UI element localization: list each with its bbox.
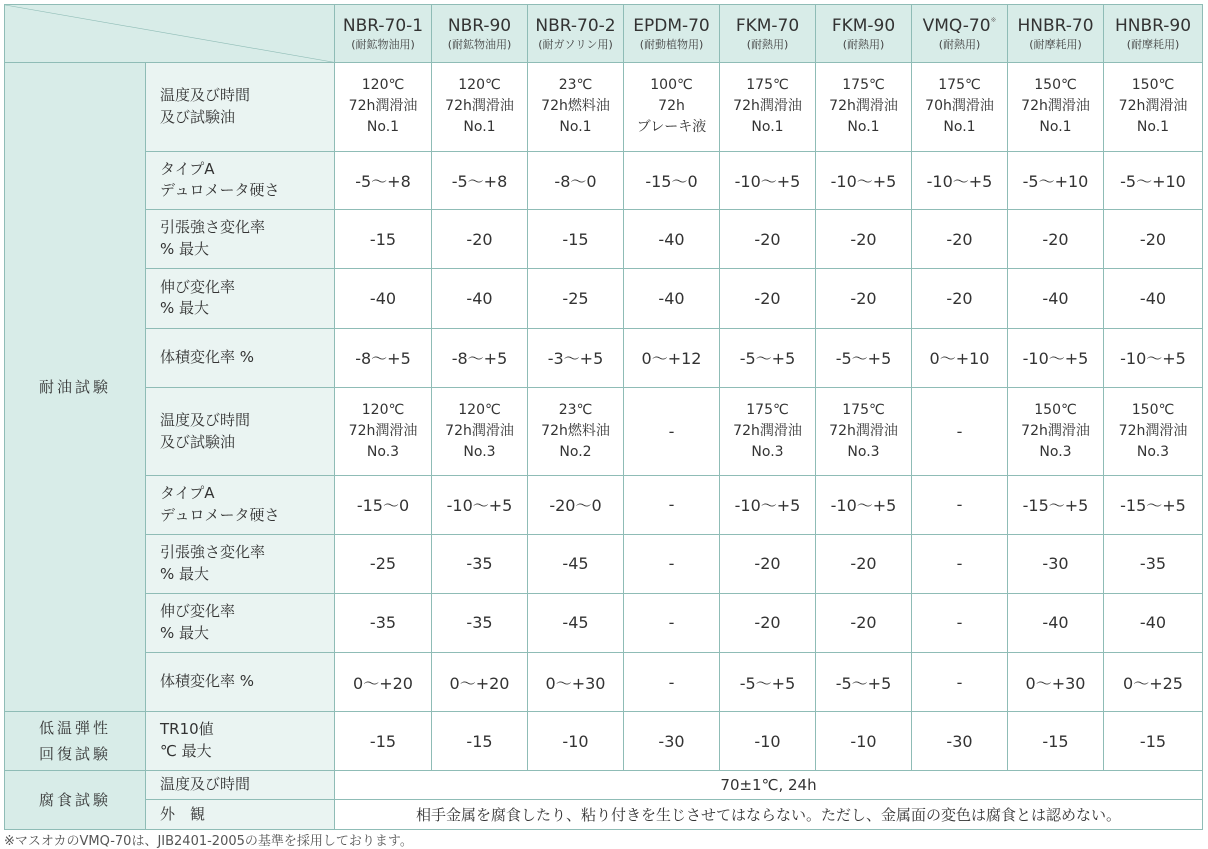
value-cell: -45 (528, 534, 624, 593)
material-header: EPDM-70 (耐動植物用) (624, 5, 720, 63)
value-cell: -5〜+10 (1104, 151, 1203, 209)
value-cell: -20 (912, 209, 1008, 268)
row-label: 引張強さ変化率 % 最大 (146, 534, 335, 593)
value-cell: 150℃ 72h潤滑油 No.1 (1104, 63, 1203, 151)
value-cell: -10〜+5 (720, 151, 816, 209)
value-cell: - (912, 387, 1008, 475)
value-cell: 150℃ 72h潤滑油 No.1 (1008, 63, 1104, 151)
value-cell: -40 (432, 269, 528, 328)
row-label: 温度及び時間 及び試験油 (146, 387, 335, 475)
table-row (5, 63, 1203, 151)
value-cell: -8〜+5 (335, 328, 432, 387)
value-cell: - (624, 476, 720, 534)
value-cell: 120℃ 72h潤滑油 No.1 (432, 63, 528, 151)
value-cell: 175℃ 72h潤滑油 No.3 (816, 387, 912, 475)
value-cell: -25 (528, 269, 624, 328)
table-row (5, 799, 1203, 829)
value-cell: 120℃ 72h潤滑油 No.3 (335, 387, 432, 475)
value-cell: -30 (1008, 534, 1104, 593)
value-cell: -10〜+5 (1008, 328, 1104, 387)
material-header: HNBR-90 (耐摩耗用) (1104, 5, 1203, 63)
table-row (5, 593, 1203, 652)
value-cell: -25 (335, 534, 432, 593)
value-cell: -15 (1008, 712, 1104, 770)
table-row (5, 476, 1203, 534)
footnote-mark: ※ (990, 15, 997, 24)
row-label: タイプA デュロメータ硬さ (146, 476, 335, 534)
value-cell: -20 (1104, 209, 1203, 268)
value-cell: -3〜+5 (528, 328, 624, 387)
value-cell: -20 (720, 534, 816, 593)
value-cell: -20 (816, 269, 912, 328)
value-cell: -10〜+5 (720, 476, 816, 534)
value-cell: 0〜+30 (1008, 653, 1104, 712)
table-row (5, 770, 1203, 799)
value-cell: 120℃ 72h潤滑油 No.3 (432, 387, 528, 475)
value-cell: -20 (816, 593, 912, 652)
value-cell: -20 (720, 593, 816, 652)
value-cell: - (912, 534, 1008, 593)
table-row (5, 653, 1203, 712)
material-header: FKM-70 (耐熱用) (720, 5, 816, 63)
value-cell: -20 (816, 534, 912, 593)
value-cell: -10 (816, 712, 912, 770)
category-cell: 耐油試験 (5, 63, 146, 712)
value-cell: 0〜+12 (624, 328, 720, 387)
value-cell: -20 (720, 269, 816, 328)
value-cell: -15 (1104, 712, 1203, 770)
value-cell: -30 (912, 712, 1008, 770)
value-cell: 100℃ 72h ブレーキ液 (624, 63, 720, 151)
value-cell: 0〜+20 (432, 653, 528, 712)
value-cell: - (912, 653, 1008, 712)
table-row (5, 269, 1203, 328)
value-cell: - (912, 593, 1008, 652)
value-cell: 120℃ 72h潤滑油 No.1 (335, 63, 432, 151)
value-cell: 175℃ 72h潤滑油 No.1 (816, 63, 912, 151)
value-cell: -15 (528, 209, 624, 268)
table-row (5, 151, 1203, 209)
value-cell: -10〜+5 (432, 476, 528, 534)
value-cell: - (624, 653, 720, 712)
table-row (5, 534, 1203, 593)
value-cell: -40 (1008, 593, 1104, 652)
span-value-cell: 相手金属を腐食したり、粘り付きを生じさせてはならない。ただし、金属面の変色は腐食とは認めない。 (335, 799, 1203, 829)
value-cell: -10 (720, 712, 816, 770)
spec-table (4, 4, 1203, 830)
value-cell: 175℃ 72h潤滑油 No.3 (720, 387, 816, 475)
value-cell: - (912, 476, 1008, 534)
value-cell: -45 (528, 593, 624, 652)
header-row (5, 5, 1203, 63)
value-cell: -20 (1008, 209, 1104, 268)
value-cell: -5〜+10 (1008, 151, 1104, 209)
value-cell: -40 (624, 209, 720, 268)
row-label: 体積変化率 % (146, 328, 335, 387)
value-cell: -5〜+8 (335, 151, 432, 209)
value-cell: 150℃ 72h潤滑油 No.3 (1008, 387, 1104, 475)
material-header: NBR-70-1 (耐鉱物油用) (335, 5, 432, 63)
row-label: 外 観 (146, 799, 335, 829)
value-cell: -15〜+5 (1008, 476, 1104, 534)
value-cell: -15 (335, 712, 432, 770)
footnote: ※マスオカのVMQ-70は、JIB2401-2005の基準を採用しております。 (4, 834, 413, 849)
value-cell: -10〜+5 (816, 151, 912, 209)
value-cell: -20 (432, 209, 528, 268)
value-cell: -10〜+5 (1104, 328, 1203, 387)
row-label: 温度及び時間 (146, 770, 335, 799)
value-cell: -8〜0 (528, 151, 624, 209)
value-cell: -40 (624, 269, 720, 328)
row-label: 伸び変化率 % 最大 (146, 593, 335, 652)
value-cell: - (624, 593, 720, 652)
value-cell: -5〜+5 (720, 328, 816, 387)
value-cell: 150℃ 72h潤滑油 No.3 (1104, 387, 1203, 475)
value-cell: -10〜+5 (912, 151, 1008, 209)
row-label: TR10値 ℃ 最大 (146, 712, 335, 770)
value-cell: -5〜+5 (720, 653, 816, 712)
value-cell: -30 (624, 712, 720, 770)
table-row (5, 712, 1203, 770)
value-cell: 0〜+30 (528, 653, 624, 712)
value-cell: 175℃ 70h潤滑油 No.1 (912, 63, 1008, 151)
value-cell: -40 (1104, 269, 1203, 328)
span-value-cell: 70±1℃, 24h (335, 770, 1203, 799)
category-cell: 腐食試験 (5, 770, 146, 829)
value-cell: -5〜+5 (816, 328, 912, 387)
value-cell: -15〜0 (624, 151, 720, 209)
value-cell: -20〜0 (528, 476, 624, 534)
value-cell: 0〜+10 (912, 328, 1008, 387)
row-label: 伸び変化率 % 最大 (146, 269, 335, 328)
row-label: 温度及び時間 及び試験油 (146, 63, 335, 151)
value-cell: 0〜+20 (335, 653, 432, 712)
value-cell: -15〜0 (335, 476, 432, 534)
value-cell: -20 (912, 269, 1008, 328)
value-cell: -5〜+5 (816, 653, 912, 712)
table-row (5, 328, 1203, 387)
value-cell: 0〜+25 (1104, 653, 1203, 712)
row-label: タイプA デュロメータ硬さ (146, 151, 335, 209)
material-header: HNBR-70 (耐摩耗用) (1008, 5, 1104, 63)
material-header: NBR-70-2 (耐ガソリン用) (528, 5, 624, 63)
row-label: 引張強さ変化率 % 最大 (146, 209, 335, 268)
material-header: VMQ-70※ (耐熱用) (912, 5, 1008, 63)
value-cell: -10 (528, 712, 624, 770)
table-row (5, 387, 1203, 475)
value-cell: 175℃ 72h潤滑油 No.1 (720, 63, 816, 151)
value-cell: -35 (335, 593, 432, 652)
value-cell: -40 (335, 269, 432, 328)
value-cell: -20 (720, 209, 816, 268)
value-cell: -5〜+8 (432, 151, 528, 209)
value-cell: - (624, 387, 720, 475)
value-cell: -15 (335, 209, 432, 268)
value-cell: -15 (432, 712, 528, 770)
value-cell: 23℃ 72h燃料油 No.1 (528, 63, 624, 151)
corner-cell (5, 5, 335, 63)
value-cell: -40 (1008, 269, 1104, 328)
value-cell: -20 (816, 209, 912, 268)
value-cell: -8〜+5 (432, 328, 528, 387)
value-cell: -35 (432, 534, 528, 593)
table-row (5, 209, 1203, 268)
value-cell: -10〜+5 (816, 476, 912, 534)
material-header: NBR-90 (耐鉱物油用) (432, 5, 528, 63)
value-cell: -40 (1104, 593, 1203, 652)
value-cell: -35 (1104, 534, 1203, 593)
value-cell: -15〜+5 (1104, 476, 1203, 534)
value-cell: -35 (432, 593, 528, 652)
material-header: FKM-90 (耐熱用) (816, 5, 912, 63)
category-cell: 低温弾性 回復試験 (5, 712, 146, 770)
value-cell: - (624, 534, 720, 593)
value-cell: 23℃ 72h燃料油 No.2 (528, 387, 624, 475)
row-label: 体積変化率 % (146, 653, 335, 712)
